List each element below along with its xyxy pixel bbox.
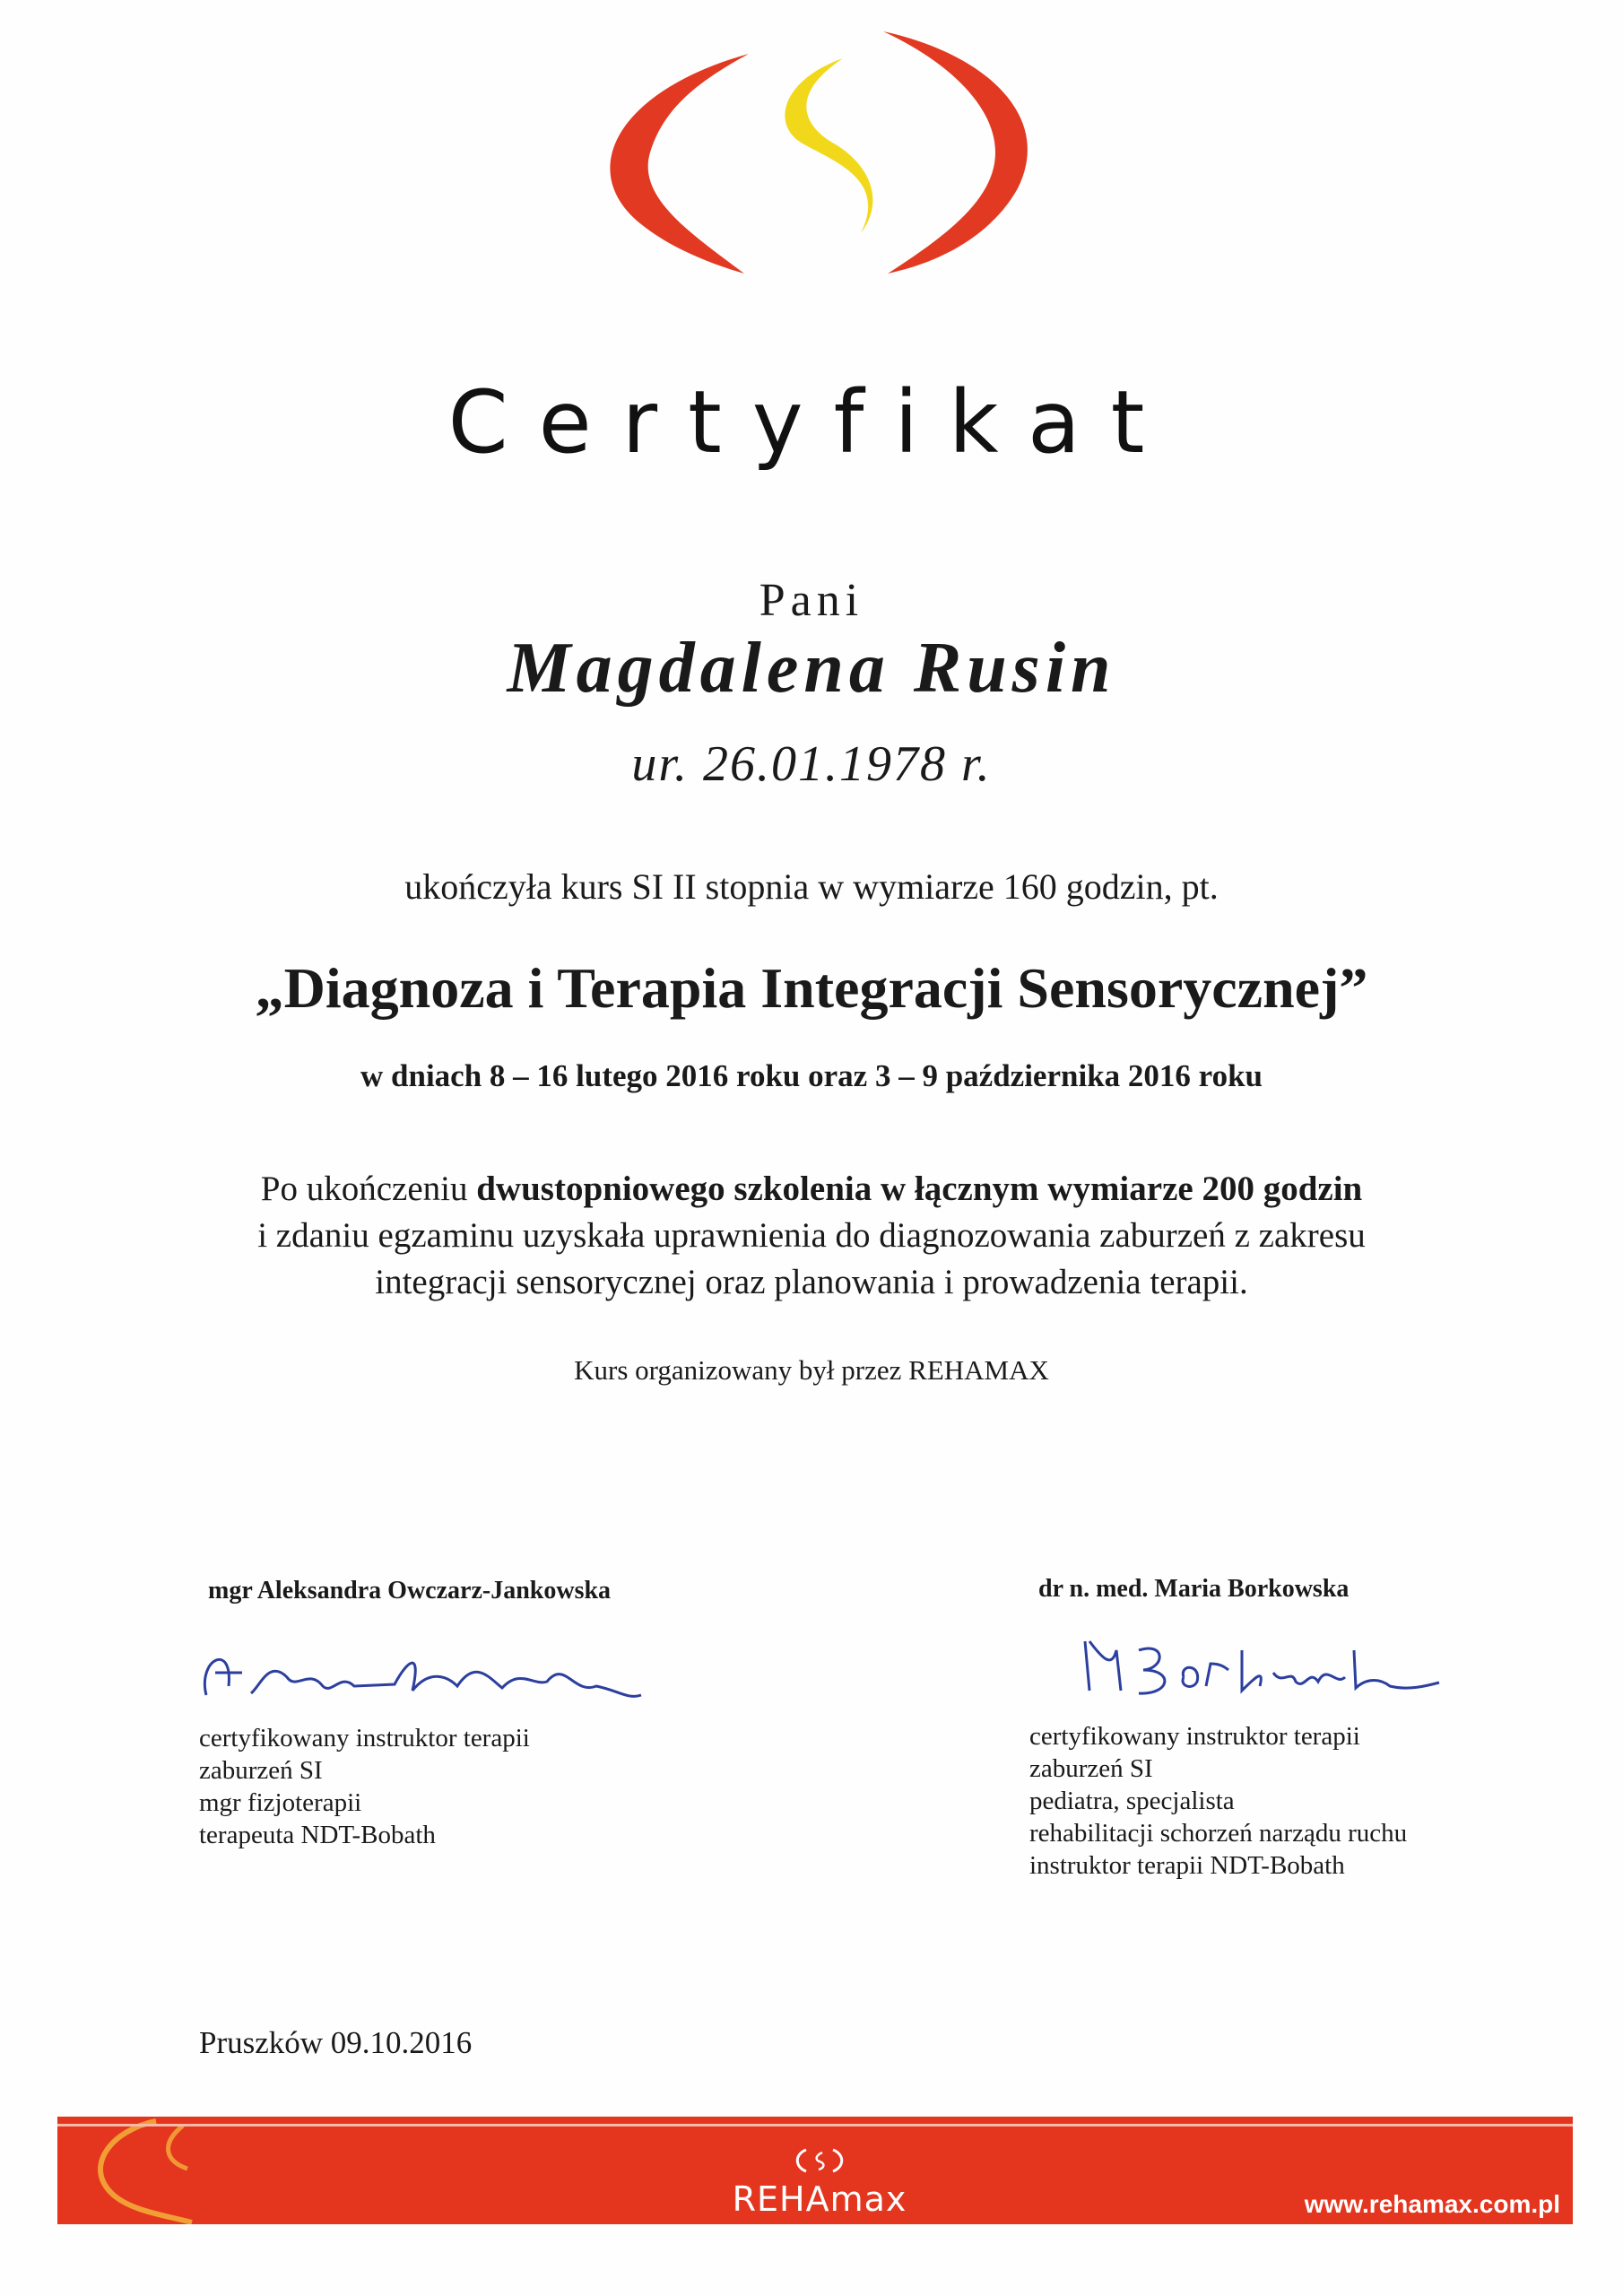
signature-right (1067, 1614, 1444, 1713)
signatory-name-left: mgr Aleksandra Owczarz-Jankowska (208, 1577, 612, 1605)
logo-right-arc (883, 31, 1028, 274)
footer-mini-logo-icon (793, 2147, 846, 2174)
completion-text: ukończyła kurs SI II stopnia w wymiarze 160 godzin, pt. (404, 866, 1219, 907)
recipient-name: Magdalena Rusin (507, 629, 1116, 708)
title-line: zaburzeń SI (199, 1756, 323, 1785)
summary-line-3: integracji sensorycznej oraz planowania i prowadzenia terapii. (375, 1263, 1248, 1301)
title-line: terapeuta NDT-Bobath (199, 1821, 436, 1849)
summary-paragraph (0, 1166, 1623, 1306)
summary-line-1: Po ukończeniu dwustopniowego szkolenia w łącznym wymiarze 200 godzin (260, 1170, 1363, 1208)
course-dates: w dniach 8 – 16 lutego 2016 roku oraz 3 – 9 października 2016 roku (360, 1058, 1263, 1093)
signatory-titles-right (1029, 1720, 1407, 1882)
footer-swirl-icon (75, 2117, 237, 2224)
title-line: rehabilitacji schorzeń narządu ruchu (1029, 1819, 1408, 1848)
logo-yellow-swirl (785, 58, 872, 233)
footer-url[interactable]: www.rehamax.com.pl (1304, 2190, 1560, 2218)
title-line: mgr fizjoterapii (199, 1788, 362, 1817)
title-line: certyfikowany instruktor terapii (199, 1724, 530, 1752)
signature-left (179, 1623, 646, 1722)
certificate-title: Certyfikat (447, 372, 1176, 473)
rehamax-logo (565, 18, 1067, 287)
signatory-titles-left (199, 1722, 530, 1851)
title-line: pediatra, specjalista (1029, 1787, 1235, 1815)
salutation: Pani (759, 575, 864, 626)
footer-bar (57, 2117, 1573, 2224)
summary-line-2: i zdaniu egzaminu uzyskała uprawnienia do diagnozowania zaburzeń z zakresu (257, 1216, 1366, 1255)
organizer-text: Kurs organizowany był przez REHAMAX (574, 1354, 1049, 1386)
course-title: „Diagnoza i Terapia Integracji Sensorycznej” (255, 956, 1368, 1020)
title-line: certyfikowany instruktor terapii (1029, 1722, 1360, 1751)
signatory-name-right: dr n. med. Maria Borkowska (1038, 1575, 1350, 1603)
footer-brand: REHAmax (732, 2179, 907, 2219)
footer-highlight-line (57, 2124, 1573, 2126)
logo-left-arc (610, 54, 749, 274)
title-line: zaburzeń SI (1029, 1754, 1153, 1783)
birth-date: ur. 26.01.1978 r. (631, 736, 992, 792)
place-and-date: Pruszków 09.10.2016 (199, 2025, 473, 2060)
title-line: instruktor terapii NDT-Bobath (1029, 1851, 1345, 1880)
